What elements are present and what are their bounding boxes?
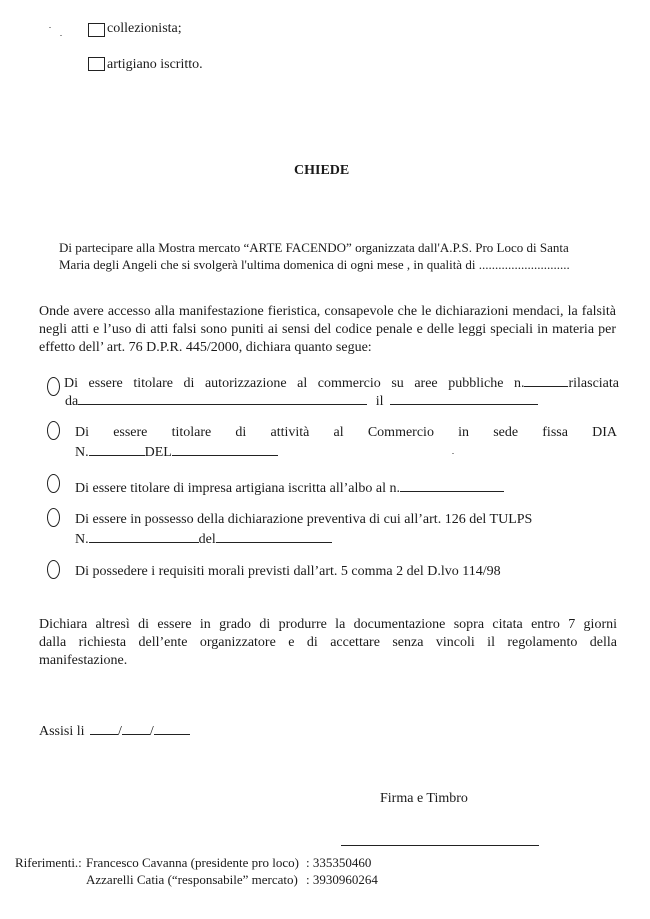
collezionista-label: collezionista; — [107, 21, 182, 36]
signature-label: Firma e Timbro — [380, 791, 468, 806]
declaration-line-2: negli atti e l’uso di atti falsi sono puniti ai sensi del codice penale e delle leggi speciali in materia per — [39, 322, 616, 337]
option-1-radio[interactable] — [47, 377, 60, 396]
reference-name-1: Francesco Cavanna (presidente pro loco) — [86, 855, 299, 870]
references-label: Riferimenti.: — [15, 855, 82, 870]
option-3-text: Di essere titolare di impresa artigiana iscritta all’albo al n. — [75, 479, 504, 497]
intro-line-1: Di partecipare alla Mostra mercato “ARTE FACENDO” organizzata dall'A.P.S. Pro Loco di Santa — [59, 240, 569, 255]
place-date: Assisi li / / — [39, 722, 190, 740]
option-4-radio[interactable] — [47, 508, 60, 527]
closing-line-3: manifestazione. — [39, 653, 128, 668]
date-year-field[interactable] — [154, 722, 190, 735]
closing-line-2: dalla richiesta dell’ente organizzatore e di accettare senza vincoli il regolamento della — [39, 635, 617, 650]
reference-name-2: Azzarelli Catia (“responsabile” mercato) — [86, 872, 298, 887]
option-4-line-2: N. del — [75, 530, 332, 548]
intro-line-2: Maria degli Angeli che si svolgerà l'ultima domenica di ogni mese , in qualità di ............................ — [59, 257, 570, 272]
place-date-label: Assisi li — [39, 724, 85, 739]
collezionista-checkbox[interactable] — [88, 23, 105, 37]
reference-phone-2: : 3930960264 — [306, 872, 378, 887]
declaration-line-1: Onde avere accesso alla manifestazione fieristica, consapevole che le dichiarazioni mendaci, la falsità — [39, 304, 616, 319]
option-4-line-1: Di essere in possesso della dichiarazione preventiva di cui all’art. 126 del TULPS — [75, 512, 533, 527]
artigiano-label: artigiano iscritto. — [107, 57, 203, 72]
option-2-line-1: Di essere titolare di attività al Commercio in sede fissa DIA — [75, 425, 617, 440]
closing-line-1: Dichiara altresì di essere in grado di produrre la documentazione sopra citata entro 7 giorni — [39, 617, 617, 632]
declaration-line-3: effetto dell’ art. 76 D.P.R. 445/2000, dichiara quanto segue: — [39, 340, 372, 355]
option-1-line-1: Di essere titolare di autorizzazione al commercio su aree pubbliche n. rilasciata — [64, 376, 619, 391]
signature-line[interactable] — [341, 845, 539, 846]
option-2-line-2: N. DEL — [75, 443, 278, 461]
date-day-field[interactable] — [90, 722, 118, 735]
option-5-radio[interactable] — [47, 560, 60, 579]
heading-chiede: CHIEDE — [294, 163, 350, 178]
reference-phone-1: : 335350460 — [306, 855, 372, 870]
option-2-radio[interactable] — [47, 421, 60, 440]
option-5-text: Di possedere i requisiti morali previsti dall’art. 5 comma 2 del D.lvo 114/98 — [75, 564, 501, 579]
option-3-radio[interactable] — [47, 474, 60, 493]
option-1-line-2: da il — [65, 392, 538, 410]
artigiano-checkbox[interactable] — [88, 57, 105, 71]
date-month-field[interactable] — [122, 722, 150, 735]
